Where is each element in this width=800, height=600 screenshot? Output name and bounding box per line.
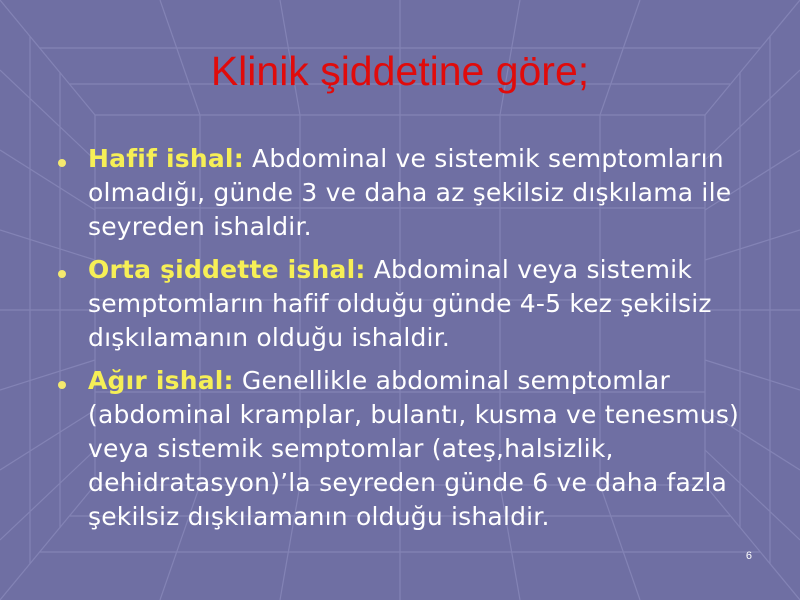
bullet-item-moderate: [58, 253, 758, 355]
bullet-item-severe: [58, 364, 758, 534]
definition-moderate-diarrhea: Abdominal veya sistemik semptomların hafif olduğu günde 4-5 kez şekilsiz dışkılamanın olduğu ishaldir.: [88, 255, 712, 352]
definition-severe-diarrhea: Genellikle abdominal semptomlar (abdominal kramplar, bulantı, kusma ve tenesmus) veya sistemik semptomlar (ateş,halsizlik, dehidratasyon)’la seyreden günde 6 ve daha fazla şekilsiz dışkılamanın olduğu ishaldir.: [88, 366, 739, 531]
bullet-dot-icon: [58, 381, 66, 389]
bullet-dot-icon: [58, 159, 66, 167]
page-number: 6: [745, 550, 752, 562]
bullet-dot-icon: [58, 270, 66, 278]
slide-title: Klinik şiddetine göre;: [210, 48, 590, 94]
definition-mild-diarrhea: Abdominal ve sistemik semptomların olmadığı, günde 3 ve daha az şekilsiz dışkılama ile seyreden ishaldir.: [88, 144, 732, 241]
bullet-list: [58, 142, 758, 543]
term-severe-diarrhea: Ağır ishal:: [88, 366, 234, 395]
bullet-item-mild: [58, 142, 758, 244]
term-moderate-diarrhea: Orta şiddette ishal:: [88, 255, 366, 284]
term-mild-diarrhea: Hafif ishal:: [88, 144, 244, 173]
